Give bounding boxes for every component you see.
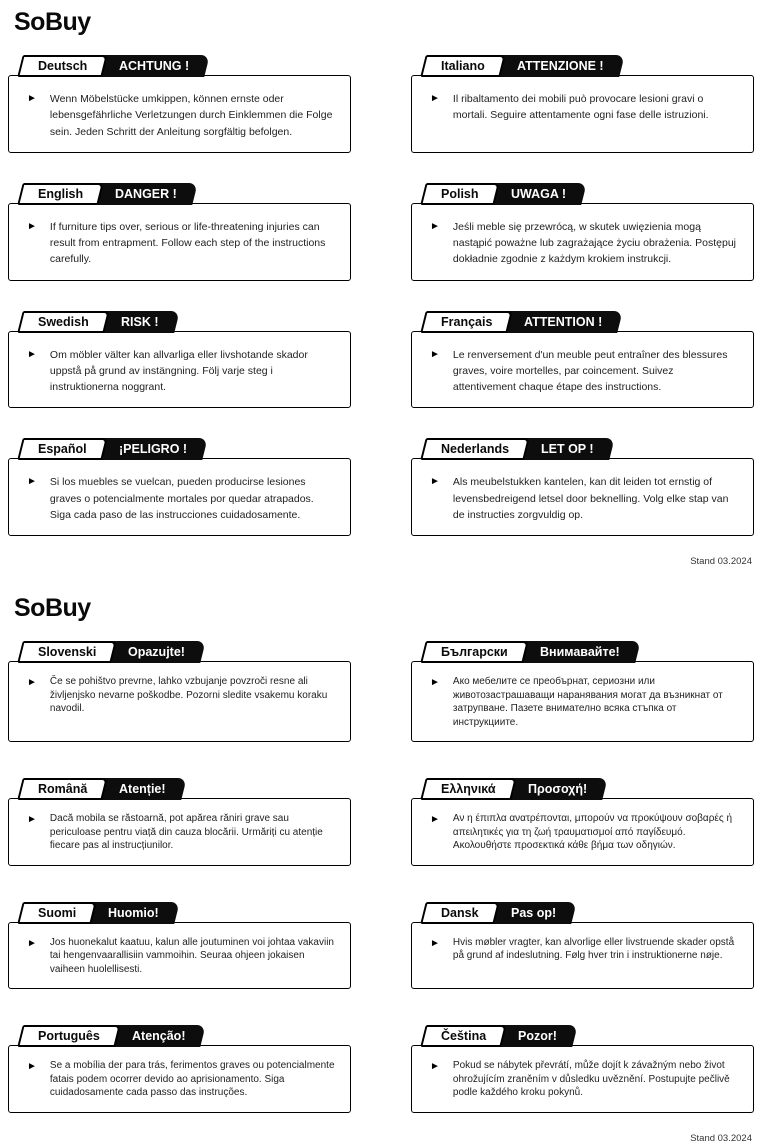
warning-box	[8, 331, 351, 409]
warning-title-tab	[490, 55, 624, 77]
language-tab	[420, 902, 499, 924]
triangle-bullet-icon: ►	[430, 93, 440, 104]
warning-box	[8, 922, 351, 990]
warning-title: LET OP !	[541, 442, 594, 457]
language-tab	[17, 311, 109, 333]
warning-title: Внимавайте!	[539, 645, 620, 660]
language-tab	[17, 902, 97, 924]
triangle-bullet-icon: ►	[27, 937, 37, 949]
warning-block-cestina	[411, 1025, 754, 1113]
warning-tabs	[20, 778, 351, 800]
warning-title-tab	[93, 55, 211, 77]
language-label: English	[38, 186, 84, 201]
brand-logo: SoBuy	[14, 594, 91, 623]
warning-box	[411, 1045, 754, 1113]
warning-box	[411, 203, 754, 281]
warning-title: DANGER !	[115, 186, 177, 201]
warning-tabs	[20, 183, 351, 205]
language-tab	[420, 311, 513, 333]
language-tab	[17, 778, 108, 800]
warning-block-suomi	[8, 902, 351, 990]
warning-text: Wenn Möbelstücke umkippen, können ernste oder lebensgefährliche Verletzungen durch Einklemmen die Folge sein. Jeden Schritt der Anleitung sorgfältig befolgen.	[49, 93, 333, 138]
warning-box	[411, 798, 754, 866]
warning-title: Pas op!	[510, 905, 556, 920]
warning-text: Če se pohištvo prevrne, lahko vzbujanje povzroči resne ali življenjsko nevarne poškodbe. Pozorni sledite vsakemu koraku navodil.	[49, 676, 328, 715]
triangle-bullet-icon: ►	[430, 476, 440, 488]
warning-text: Se a mobília der para trás, ferimentos graves ou potencialmente fatais podem ocorrer devido ao aprisionamento. Siga cuidadosamente cada passo das instruções.	[49, 1060, 335, 1099]
warning-box	[8, 798, 351, 866]
warning-text: Pokud se nábytek převrátí, může dojít k závažným nebo život ohrožujícím zraněním v důsledku uvěznění. Postupujte pečlivě podle každého kroku pokynů.	[452, 1060, 730, 1099]
warning-block-bulgarian	[411, 641, 754, 742]
warning-title: ¡PELIGRO !	[118, 442, 187, 457]
warning-title: ACHTUNG !	[119, 59, 190, 73]
language-tab	[17, 1025, 120, 1047]
warning-text: Om möbler välter kan allvarliga eller livshotande skador uppstå på grund av instängning. Följ varje steg i instruktionerna noggrant.	[49, 348, 308, 394]
version-stamp: Stand 03.2024	[690, 1132, 752, 1144]
language-label: Български	[441, 645, 508, 660]
warning-tabs	[423, 55, 754, 77]
language-label: Polish	[441, 186, 479, 201]
warning-box	[411, 458, 754, 536]
warning-box	[8, 203, 351, 281]
warning-title-tab	[498, 311, 624, 333]
warning-block-nederlands	[411, 438, 754, 536]
warning-box	[8, 661, 351, 742]
warning-tabs	[423, 902, 754, 924]
warning-box	[8, 458, 351, 536]
warning-block-romana	[8, 778, 351, 866]
warning-block-english	[8, 183, 351, 281]
warning-title: Atenção!	[131, 1029, 186, 1044]
warning-box	[411, 922, 754, 990]
triangle-bullet-icon: ►	[27, 93, 37, 104]
warning-title-tab	[484, 183, 587, 205]
language-tab	[420, 778, 516, 800]
warning-title-tab	[92, 438, 208, 460]
warning-block-portugues	[8, 1025, 351, 1113]
warning-text: Jos huonekalut kaatuu, kalun alle joutuminen voi johtaa vakaviin tai hengenvaarallisiin vammoihin. Seuraa ohjeen jokaisen vaiheen huolellisesti.	[49, 936, 334, 975]
warning-title: UWAGA !	[510, 186, 566, 201]
triangle-bullet-icon: ►	[430, 1061, 440, 1073]
language-label: Swedish	[38, 314, 89, 329]
warning-title: ATTENTION !	[524, 314, 603, 329]
triangle-bullet-icon: ►	[27, 814, 37, 826]
warning-block-italiano	[411, 55, 754, 153]
warning-tabs	[423, 438, 754, 460]
language-label: Français	[441, 314, 493, 329]
language-label: Dansk	[441, 905, 479, 920]
warning-tabs	[20, 438, 351, 460]
language-label: Español	[38, 442, 87, 457]
warning-page-1	[0, 0, 762, 570]
warning-box	[411, 331, 754, 409]
warnings-grid-2	[8, 641, 754, 1113]
warning-title: Προσοχή!	[527, 782, 587, 797]
language-label: Čeština	[441, 1029, 487, 1044]
triangle-bullet-icon: ►	[27, 220, 37, 232]
warning-tabs	[423, 778, 754, 800]
warning-page-2	[0, 586, 762, 1147]
warning-text: Hvis møbler vragter, kan alvorlige eller livstruende skader opstå på grund af indeslutning. Følg hver trin i instruktionerne nøje.	[452, 936, 735, 962]
warning-title: ATTENZIONE !	[516, 59, 604, 73]
triangle-bullet-icon: ►	[27, 1061, 37, 1073]
warning-block-espanol	[8, 438, 351, 536]
language-tab	[420, 641, 528, 663]
triangle-bullet-icon: ►	[430, 348, 440, 360]
warning-tabs	[423, 311, 754, 333]
warnings-grid-1	[8, 55, 754, 536]
warning-block-francais	[411, 311, 754, 409]
language-label: Deutsch	[38, 59, 88, 73]
warning-text: If furniture tips over, serious or life-threatening injuries can result from entrapment. Follow each step of the instructions carefully.	[49, 220, 326, 266]
warning-title: Atenție!	[119, 782, 166, 797]
warning-text: Il ribaltamento dei mobili può provocare lesioni gravi o mortali. Seguire attentamente ogni fase delle istruzioni.	[452, 93, 709, 122]
warning-title-tab	[514, 438, 614, 460]
warning-tabs	[423, 1025, 754, 1047]
warning-tabs	[423, 641, 754, 663]
version-stamp: Stand 03.2024	[690, 556, 752, 568]
warning-text: Jeśli meble się przewrócą, w skutek uwięzienia mogą nastąpić poważne lub zagrażające życiu obrażenia. Postępuj dokładnie zgodnie z każdym krokiem instrukcji.	[452, 220, 736, 266]
warning-text: Le renversement d'un meuble peut entraîner des blessures graves, voire mortelles, par coincement. Suivez attentivement chaque étape des instructions.	[452, 348, 728, 394]
language-tab	[420, 1025, 507, 1047]
language-tab	[17, 183, 104, 205]
warning-block-swedish	[8, 311, 351, 409]
triangle-bullet-icon: ►	[430, 937, 440, 949]
triangle-bullet-icon: ►	[430, 677, 440, 689]
warning-box	[411, 75, 754, 153]
language-tab	[420, 183, 499, 205]
warning-text: Si los muebles se vuelcan, pueden producirse lesiones graves o potencialmente mortales por quedar atrapados. Siga cada paso de las instrucciones cuidadosamente.	[49, 476, 314, 521]
language-label: Slovenski	[38, 645, 97, 660]
language-label: Nederlands	[441, 442, 510, 457]
warning-box	[8, 75, 351, 153]
triangle-bullet-icon: ►	[27, 677, 37, 689]
language-tab	[17, 438, 107, 460]
warning-title: RISK !	[120, 314, 159, 329]
warning-block-polish	[411, 183, 754, 281]
warning-tabs	[423, 183, 754, 205]
warning-title-tab	[513, 641, 640, 663]
language-tab	[17, 641, 117, 663]
warning-title-tab	[88, 183, 197, 205]
warning-title: Opazujte!	[128, 645, 186, 660]
triangle-bullet-icon: ►	[430, 220, 440, 232]
language-label: Ελληνικά	[441, 782, 496, 797]
language-label: Suomi	[38, 905, 77, 920]
warning-box	[411, 661, 754, 742]
warning-block-dansk	[411, 902, 754, 990]
triangle-bullet-icon: ►	[27, 476, 37, 488]
warning-block-slovenski	[8, 641, 351, 742]
warning-title-tab	[81, 902, 179, 924]
triangle-bullet-icon: ►	[430, 814, 440, 826]
brand-logo: SoBuy	[14, 8, 91, 36]
warning-tabs	[20, 641, 351, 663]
warning-title-tab	[102, 641, 206, 663]
triangle-bullet-icon: ►	[27, 348, 37, 360]
language-label: Italiano	[441, 59, 485, 73]
warning-title-tab	[105, 1025, 206, 1047]
warning-title-tab	[501, 778, 608, 800]
language-label: Română	[38, 782, 88, 797]
warning-block-greek	[411, 778, 754, 866]
warning-text: Als meubelstukken kantelen, kan dit leiden tot ernstig of levensbedreigend letsel door beknelling. Volg elke stap van de instructies zorgvuldig op.	[452, 476, 729, 521]
warning-text: Ако мебелите се преобърнат, сериозни или животозастрашаващи наранявания могат да възникнат от затрупване. Пазете внимателно всяка стъпка от инструкциите.	[452, 676, 723, 728]
warning-tabs	[20, 902, 351, 924]
warning-text: Dacă mobila se răstoarnă, pot apărea răniri grave sau periculoase pentru viață din cauza blocării. Urmăriți cu atenție fiecare pas al instrucțiunilor.	[49, 813, 323, 852]
language-tab	[420, 438, 530, 460]
warning-tabs	[20, 55, 351, 77]
language-tab	[420, 55, 505, 77]
warning-tabs	[20, 311, 351, 333]
warning-text: Αν η έπιπλα ανατρέπονται, μπορούν να προκύψουν σοβαρές ή απειλητικές για τη ζωή τραυματισμοί από παγίδευμό. Ακολουθήστε προσεκτικά κάθε βήμα των οδηγιών.	[452, 813, 733, 852]
warning-title: Huomio!	[108, 905, 159, 920]
language-label: Português	[38, 1029, 100, 1044]
warning-tabs	[20, 1025, 351, 1047]
warning-title: Pozor!	[518, 1029, 558, 1044]
warning-block-deutsch	[8, 55, 351, 153]
language-tab	[17, 55, 108, 77]
warning-box	[8, 1045, 351, 1113]
